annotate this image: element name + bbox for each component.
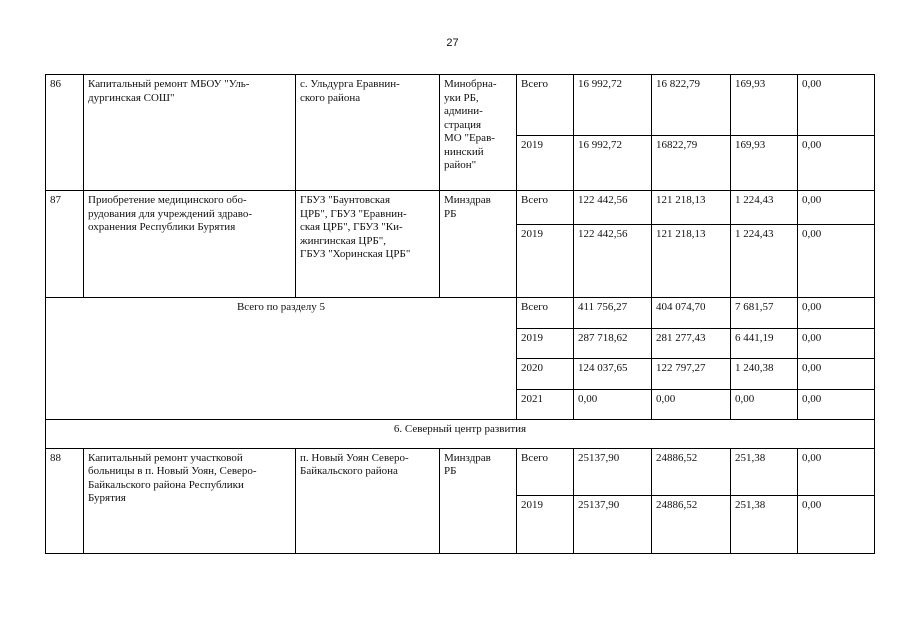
amount-federal: 16 822,79 — [652, 75, 731, 136]
amount-federal: 281 277,43 — [652, 328, 731, 359]
amount-other: 0,00 — [798, 495, 875, 553]
amount-other: 0,00 — [798, 328, 875, 359]
amount-total: 16 992,72 — [574, 75, 652, 136]
period-label: 2021 — [517, 389, 574, 420]
responsible-org: Минздрав РБ — [440, 448, 517, 553]
project-name: Капитальный ремонт участковой больницы в п. Новый Уоян, Северо- Байкальского района Республики Бурятия — [84, 448, 296, 553]
section-header: 6. Северный центр развития — [46, 420, 875, 449]
budget-table — [45, 74, 875, 554]
amount-federal: 122 797,27 — [652, 359, 731, 390]
amount-regional: 6 441,19 — [731, 328, 798, 359]
amount-total: 124 037,65 — [574, 359, 652, 390]
amount-regional: 1 240,38 — [731, 359, 798, 390]
responsible-org: Минобрна- уки РБ, админи- страция МО "Ерав- нинский район" — [440, 75, 517, 191]
amount-total: 0,00 — [574, 389, 652, 420]
amount-regional: 251,38 — [731, 448, 798, 495]
amount-regional: 251,38 — [731, 495, 798, 553]
page-number: 27 — [446, 37, 459, 49]
project-name: Приобретение медицинского обо- рудования для учреждений здраво- охранения Республики Бурятия — [84, 191, 296, 298]
amount-total: 122 442,56 — [574, 191, 652, 225]
period-label: Всего — [517, 191, 574, 225]
amount-federal: 24886,52 — [652, 495, 731, 553]
amount-federal: 121 218,13 — [652, 224, 731, 297]
amount-federal: 404 074,70 — [652, 298, 731, 329]
amount-other: 0,00 — [798, 224, 875, 297]
section-header-row — [46, 420, 875, 449]
amount-regional: 169,93 — [731, 75, 798, 136]
row-number: 88 — [46, 448, 84, 553]
table-row-86 — [46, 75, 875, 136]
section-total-label: Всего по разделу 5 — [46, 298, 517, 420]
amount-total: 16 992,72 — [574, 136, 652, 191]
period-label: 2020 — [517, 359, 574, 390]
amount-federal: 121 218,13 — [652, 191, 731, 225]
amount-regional: 1 224,43 — [731, 191, 798, 225]
period-label: 2019 — [517, 328, 574, 359]
amount-federal: 24886,52 — [652, 448, 731, 495]
period-label: Всего — [517, 298, 574, 329]
table-row-88 — [46, 448, 875, 495]
amount-federal: 16822,79 — [652, 136, 731, 191]
row-number: 87 — [46, 191, 84, 298]
section-total-row — [46, 298, 875, 329]
amount-regional: 169,93 — [731, 136, 798, 191]
amount-other: 0,00 — [798, 191, 875, 225]
amount-regional: 7 681,57 — [731, 298, 798, 329]
row-number: 86 — [46, 75, 84, 191]
period-label: 2019 — [517, 224, 574, 297]
amount-other: 0,00 — [798, 389, 875, 420]
responsible-org: Минздрав РБ — [440, 191, 517, 298]
amount-total: 122 442,56 — [574, 224, 652, 297]
project-location: с. Ульдурга Еравнин- ского района — [296, 75, 440, 191]
period-label: 2019 — [517, 136, 574, 191]
amount-other: 0,00 — [798, 136, 875, 191]
amount-other: 0,00 — [798, 359, 875, 390]
table-row-87 — [46, 191, 875, 225]
amount-regional: 1 224,43 — [731, 224, 798, 297]
project-location: ГБУЗ "Баунтовская ЦРБ", ГБУЗ "Еравнин- ская ЦРБ", ГБУЗ "Ки- жингинская ЦРБ", ГБУЗ "Хоринская ЦРБ" — [296, 191, 440, 298]
period-label: Всего — [517, 448, 574, 495]
project-location: п. Новый Уоян Северо- Байкальского района — [296, 448, 440, 553]
amount-federal: 0,00 — [652, 389, 731, 420]
amount-other: 0,00 — [798, 298, 875, 329]
amount-total: 411 756,27 — [574, 298, 652, 329]
period-label: Всего — [517, 75, 574, 136]
period-label: 2019 — [517, 495, 574, 553]
project-name: Капитальный ремонт МБОУ "Уль- дургинская СОШ" — [84, 75, 296, 191]
amount-total: 25137,90 — [574, 448, 652, 495]
amount-total: 25137,90 — [574, 495, 652, 553]
amount-regional: 0,00 — [731, 389, 798, 420]
amount-other: 0,00 — [798, 448, 875, 495]
amount-other: 0,00 — [798, 75, 875, 136]
amount-total: 287 718,62 — [574, 328, 652, 359]
